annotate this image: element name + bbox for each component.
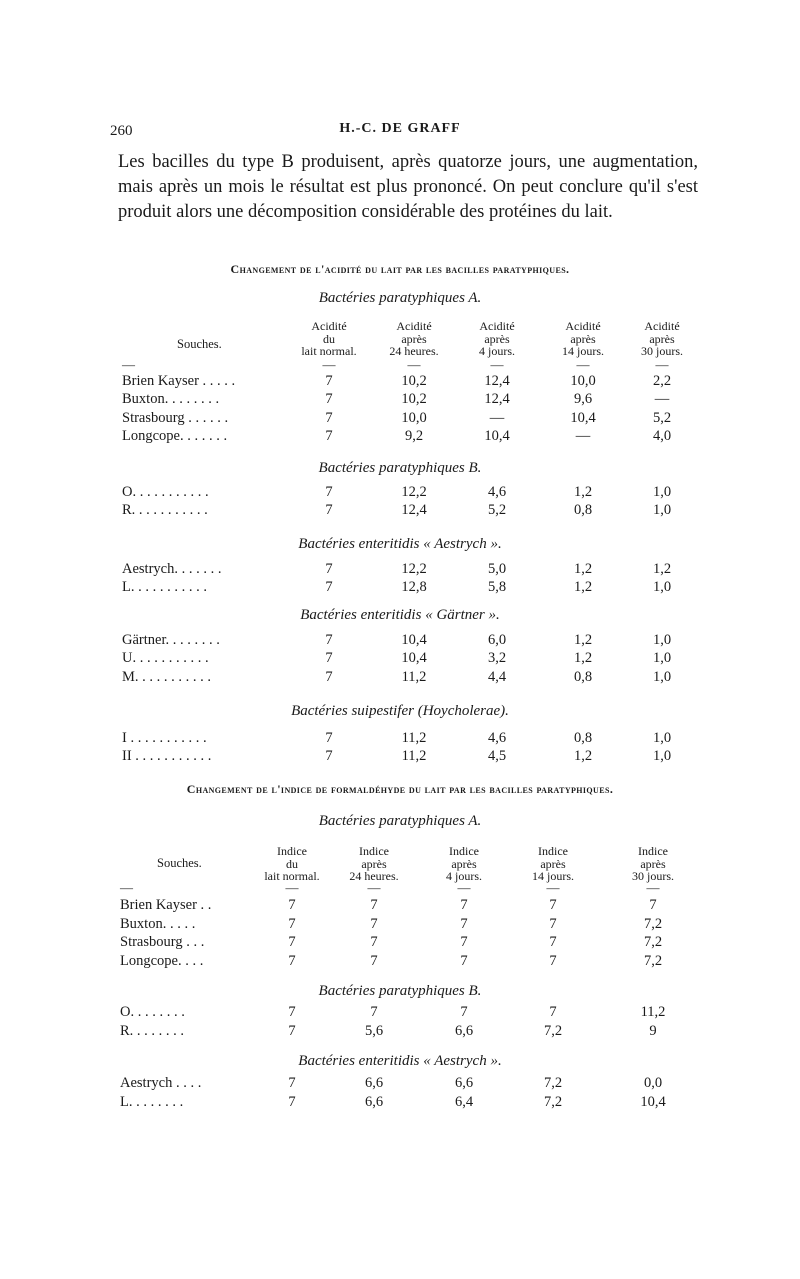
table2-cell: 0,0	[643, 1075, 663, 1091]
table1-cell: 1,0	[652, 748, 672, 765]
table1-column-header: lait normal.	[301, 344, 357, 358]
table2-cell: 7	[288, 1004, 296, 1020]
table2-title: Changement de l'indice de formaldéhyde du lait par les bacilles paratyphiques.	[186, 782, 614, 796]
table2-cell: 7	[460, 915, 468, 932]
table2-column-rule: —	[285, 880, 299, 895]
table1-row-label: I . . . . . . . . . . .	[122, 730, 207, 746]
table1-column-header: 14 jours.	[562, 344, 604, 358]
table2-column-header: du	[286, 856, 298, 871]
table2-column-header: Indice	[277, 844, 307, 858]
table1-cell: 9,2	[404, 428, 424, 445]
table1-cell: 11,2	[401, 668, 427, 685]
table2-cell: 7	[288, 1093, 296, 1110]
table1-cell: 5,2	[652, 409, 672, 426]
table2-cell: 7	[549, 915, 557, 932]
table1-row-label: Gärtner. . . . . . . .	[122, 632, 220, 648]
table1-cell: 4,6	[487, 484, 507, 500]
table1-column-header: après	[401, 331, 427, 346]
table1-cell: 5,8	[487, 579, 507, 596]
table1-cell: 10,2	[401, 391, 427, 408]
table1-title: Changement de l'acidité du lait par les bacilles paratyphiques.	[230, 262, 570, 276]
table2-cell: 7	[288, 897, 296, 913]
table1-group-title: Bactéries enteritidis « Gärtner ».	[300, 607, 500, 623]
table1-column-header: Acidité	[311, 319, 347, 333]
table1-cell: 1,2	[573, 632, 593, 648]
table1-cell: 1,0	[652, 484, 672, 500]
table1-cell: 1,0	[652, 668, 672, 685]
table2-column-header: 4 jours.	[446, 869, 482, 883]
table1-cell: 7	[325, 632, 333, 648]
table1-row-label: M. . . . . . . . . . .	[122, 668, 212, 685]
table2-cell: 7	[288, 1075, 296, 1091]
table1-row-label: Strasbourg . . . . . .	[122, 409, 229, 426]
table1-group-title: Bactéries paratyphiques A.	[318, 290, 482, 306]
table2-cell: 7,2	[643, 934, 663, 951]
table2-cell: 7	[370, 897, 378, 913]
table1-cell: —	[575, 428, 591, 445]
table2-cell: 6,6	[364, 1075, 384, 1091]
table2-row-label: Longcope. . . .	[120, 952, 204, 969]
table2-cell: 7	[549, 934, 557, 951]
table1-cell: 12,4	[484, 373, 510, 389]
table2-row-label: O. . . . . . . .	[120, 1004, 185, 1020]
table2-column-header: après	[540, 856, 566, 871]
table1-cell: 1,0	[652, 730, 672, 746]
table1-cell: 7	[325, 391, 333, 408]
table2-column-header: Indice	[538, 844, 568, 858]
table2-cell: 7,2	[643, 915, 663, 932]
table1-cell: 7	[325, 650, 333, 667]
table2-cell: 6,6	[454, 1022, 474, 1039]
table1-souches-label: Souches.	[177, 337, 222, 351]
table1-cell: 7	[325, 748, 333, 765]
table1-cell: 9,6	[573, 391, 593, 408]
table1-cell: 7	[325, 373, 333, 389]
table1-cell: 0,8	[573, 502, 593, 519]
table2-cell: 7	[460, 897, 468, 913]
table2-souches-label: Souches.	[157, 856, 202, 870]
table1-cell: —	[489, 409, 505, 426]
table2-column-rule: —	[457, 880, 471, 895]
table1-cell: 0,8	[573, 730, 593, 746]
table1-column-rule: —	[490, 357, 504, 372]
table1-cell: 10,4	[401, 650, 427, 667]
table1-cell: 5,2	[487, 502, 507, 519]
table1-cell: 7	[325, 409, 333, 426]
table2-cell: 7,2	[643, 952, 663, 969]
table2-column-header: après	[451, 856, 477, 871]
table1-column-header: Acidité	[565, 319, 601, 333]
table2-group-title: Bactéries paratyphiques B.	[318, 983, 482, 999]
table2-cell: 7	[549, 897, 557, 913]
table2-cell: 5,6	[364, 1022, 384, 1039]
table1-cell: 1,0	[652, 632, 672, 648]
table1-row-label: L. . . . . . . . . . .	[122, 579, 207, 596]
table1-cell: 7	[325, 668, 333, 685]
table1-cell: 12,2	[401, 484, 427, 500]
table1-column-header: après	[649, 331, 675, 346]
table2-cell: 7	[370, 952, 378, 969]
table2-row-label: R. . . . . . . .	[120, 1022, 185, 1039]
table1-cell: 10,4	[484, 428, 510, 445]
table2-cell: 7	[460, 1004, 468, 1020]
table1-cell: 1,2	[573, 561, 593, 577]
table1-cell: 12,4	[401, 502, 427, 519]
table1-cell: —	[654, 391, 670, 408]
table1-cell: 12,8	[401, 579, 427, 596]
table1-column-header: Acidité	[396, 319, 432, 333]
table2-group-title: Bactéries paratyphiques A.	[318, 813, 482, 829]
table1-cell: 5,0	[487, 561, 507, 577]
table1-column-rule: —	[576, 357, 590, 372]
running-header: H.-C. DE GRAFF	[339, 121, 461, 136]
table1-cell: 10,2	[401, 373, 427, 389]
table1-cell: 3,2	[487, 650, 507, 667]
table2-column-header: Indice	[449, 844, 479, 858]
table1-column-rule: —	[655, 357, 669, 372]
table2-column-rule: —	[367, 880, 381, 895]
table2-cell: 9	[649, 1022, 657, 1039]
table1-column-header: du	[323, 331, 335, 346]
table1-group-title: Bactéries suipestifer (Hoycholerae).	[291, 703, 509, 719]
page-number: 260	[110, 123, 133, 139]
table2-row-label: Brien Kayser . .	[120, 897, 212, 913]
table1-cell: 1,0	[652, 502, 672, 519]
table2-row-label: Buxton. . . . .	[120, 915, 196, 932]
table2-cell: 6,6	[454, 1075, 474, 1091]
table2-cell: 7	[549, 952, 557, 969]
intro-paragraph: Les bacilles du type B produisent, après quatorze jours, une augmentation, mais après un mois le résultat est plus prononcé. On peut conclure qu'il s'est produit alors une décomposition considérable des protéines du lait.	[118, 152, 698, 222]
table2-row-label: L. . . . . . . .	[120, 1093, 184, 1110]
table1-row-label: Aestrych. . . . . . .	[122, 561, 222, 577]
table1-cell: 11,2	[401, 748, 427, 765]
table2-column-header: 14 jours.	[532, 869, 574, 883]
table1-souches-rule: —	[122, 357, 135, 372]
table2-group-title: Bactéries enteritidis « Aestrych ».	[298, 1053, 502, 1069]
table2-cell: 7	[288, 1022, 296, 1039]
table2-cell: 7	[370, 1004, 378, 1020]
table2-cell: 7	[370, 934, 378, 951]
table1-group-title: Bactéries enteritidis « Aestrych ».	[298, 536, 502, 552]
table2-column-header: 24 heures.	[349, 869, 399, 883]
table1-cell: 4,4	[487, 668, 507, 685]
table2-column-header: Indice	[638, 844, 668, 858]
table1-column-header: 24 heures.	[389, 344, 439, 358]
table2-cell: 7	[288, 915, 296, 932]
table1-cell: 7	[325, 561, 333, 577]
table2-cell: 7	[549, 1004, 557, 1020]
table1-column-header: 30 jours.	[641, 344, 683, 358]
table2-cell: 7	[370, 915, 378, 932]
table1-column-rule: —	[407, 357, 421, 372]
table1-cell: 4,5	[487, 748, 507, 765]
table1-cell: 10,0	[401, 409, 427, 426]
table2-row-label: Strasbourg . . .	[120, 934, 205, 951]
table1-row-label: Brien Kayser . . . . .	[122, 373, 236, 389]
table1-column-header: Acidité	[644, 319, 680, 333]
table2-column-header: lait normal.	[264, 869, 320, 883]
table1-cell: 1,2	[652, 561, 672, 577]
table1-cell: 1,0	[652, 579, 672, 596]
table1-cell: 7	[325, 579, 333, 596]
table2-cell: 7,2	[543, 1093, 563, 1110]
table2-cell: 6,6	[364, 1093, 384, 1110]
table2-column-header: Indice	[359, 844, 389, 858]
table2-cell: 7	[460, 952, 468, 969]
table2-souches-rule: —	[120, 880, 133, 895]
table1-cell: 1,2	[573, 579, 593, 596]
table1-cell: 0,8	[573, 668, 593, 685]
table1-cell: 1,2	[573, 748, 593, 765]
table1-cell: 7	[325, 730, 333, 746]
table1-cell: 12,4	[484, 391, 510, 408]
table1-cell: 7	[325, 428, 333, 445]
table1-cell: 7	[325, 502, 333, 519]
table1-column-rule: —	[322, 357, 336, 372]
table1-column-header: Acidité	[479, 319, 515, 333]
table1-cell: 10,4	[401, 632, 427, 648]
table1-cell: 1,2	[573, 484, 593, 500]
table2-cell: 11,2	[640, 1004, 666, 1020]
table1-cell: 12,2	[401, 561, 427, 577]
table2-row-label: Aestrych . . . .	[120, 1075, 202, 1091]
table1-row-label: Longcope. . . . . . .	[122, 428, 228, 445]
table2-cell: 10,4	[640, 1093, 666, 1110]
table2-cell: 7,2	[543, 1022, 563, 1039]
table1-cell: 10,4	[570, 409, 596, 426]
table1-cell: 4,0	[652, 428, 672, 445]
table1-cell: 1,0	[652, 650, 672, 667]
table1-cell: 4,6	[487, 730, 507, 746]
table1-row-label: R. . . . . . . . . . .	[122, 502, 208, 519]
table2-column-header: après	[361, 856, 387, 871]
table2-column-header: après	[640, 856, 666, 871]
table1-column-header: après	[570, 331, 596, 346]
table2-cell: 7	[288, 952, 296, 969]
table1-cell: 7	[325, 484, 333, 500]
table2-column-rule: —	[546, 880, 560, 895]
table1-cell: 1,2	[573, 650, 593, 667]
table2-column-header: 30 jours.	[632, 869, 674, 883]
table2-cell: 7,2	[543, 1075, 563, 1091]
table1-row-label: Buxton. . . . . . . .	[122, 391, 220, 408]
table1-group-title: Bactéries paratyphiques B.	[318, 460, 482, 476]
table2-cell: 7	[460, 934, 468, 951]
table1-row-label: II . . . . . . . . . . .	[122, 748, 212, 765]
table1-column-header: après	[484, 331, 510, 346]
table1-cell: 2,2	[652, 373, 672, 389]
table2-cell: 6,4	[454, 1093, 474, 1110]
table1-row-label: O. . . . . . . . . . .	[122, 484, 209, 500]
table1-cell: 11,2	[401, 730, 427, 746]
table1-row-label: U. . . . . . . . . . .	[122, 650, 209, 667]
table1-cell: 10,0	[570, 373, 596, 389]
table1-cell: 6,0	[487, 632, 507, 648]
table2-cell: 7	[649, 897, 657, 913]
table2-cell: 7	[288, 934, 296, 951]
table2-column-rule: —	[646, 880, 660, 895]
table1-column-header: 4 jours.	[479, 344, 515, 358]
